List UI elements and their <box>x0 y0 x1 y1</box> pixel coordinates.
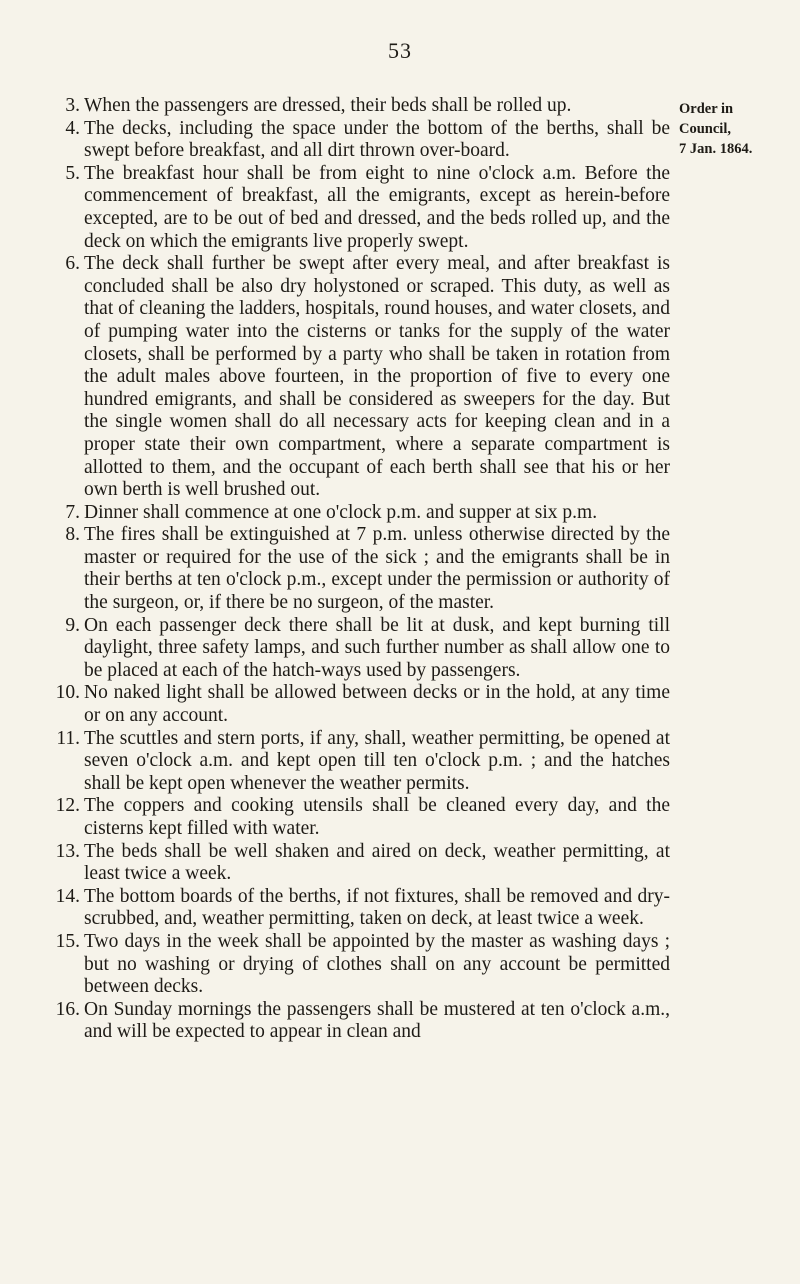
rule-number: 16. <box>55 998 80 1020</box>
rule-text: On each passenger deck there shall be lit at dusk, and kept burning till daylight, three safety lamps, and such further number as shall allow one to be placed at each of the hatch-ways used by passengers. <box>84 614 670 681</box>
rule-15 <box>56 931 670 999</box>
rule-4 <box>56 118 670 163</box>
rule-text: Two days in the week shall be appointed by the master as washing days ; but no washing or drying of clothes shall on any account be permitted between decks. <box>84 930 670 998</box>
rule-number: 15. <box>55 930 80 952</box>
rule-text: The coppers and cooking utensils shall be cleaned every day, and the cisterns kept filled with water. <box>84 795 670 839</box>
rule-number: 11. <box>56 727 80 749</box>
rule-number: 7. <box>65 501 80 523</box>
rule-7 <box>56 502 670 525</box>
rules-list <box>56 95 670 1044</box>
rule-11 <box>56 728 670 796</box>
rule-text: The scuttles and stern ports, if any, shall, weather permitting, be opened at seven o'clock a.m. and kept open till ten o'clock p.m. ; and the hatches shall be kept open whenever the weather permits. <box>84 727 670 794</box>
rule-text: No naked light shall be allowed between decks or in the hold, at any time or on any account. <box>84 682 670 727</box>
rule-12 <box>56 795 670 840</box>
rule-number: 3. <box>65 95 80 116</box>
rule-text: When the passengers are dressed, their beds shall be rolled up. <box>84 95 572 116</box>
rule-text: The breakfast hour shall be from eight to nine o'clock a.m. Before the commencement of breakfast, all the emigrants, except as herein-before excepted, are to be out of bed and dressed, and the beds rolled up, and the deck on which the emigrants live properly swept. <box>84 162 670 252</box>
rule-number: 12. <box>55 795 80 817</box>
rule-text: The deck shall further be swept after every meal, and after breakfast is concluded shall be also dry holystoned or scraped. This duty, as well as that of cleaning the ladders, hospitals, round houses, and water closets, and of pumping water into the cisterns or tanks for the supply of the water closets, shall be performed by a party who shall be taken in rotation from the adult males above fourteen, in the proportion of five to every one hundred emigrants, and shall be considered as sweepers for the day. But the single women shall do all necessary acts for keeping clean and in a proper state their own compartment, where a separate compartment is allotted to them, and the occupant of each berth shall see that his or her own berth is well brushed out. <box>84 253 670 501</box>
rule-number: 8. <box>65 524 80 546</box>
rule-number: 13. <box>55 840 80 862</box>
rule-9 <box>56 615 670 683</box>
rule-16 <box>56 999 670 1044</box>
rule-text: Dinner shall commence at one o'clock p.m. and supper at six p.m. <box>84 501 598 523</box>
rule-number: 5. <box>65 162 80 184</box>
rule-10 <box>56 682 670 727</box>
page-number: 53 <box>388 38 412 63</box>
rule-text: The bottom boards of the berths, if not fixtures, shall be removed and dry-scrubbed, and, weather permitting, taken on deck, at least twice a week. <box>84 885 670 930</box>
rule-text: The beds shall be well shaken and aired on deck, weather permitting, at least twice a week. <box>84 840 670 885</box>
rule-number: 14. <box>55 885 80 907</box>
margin-note-line: Order in <box>679 101 734 117</box>
rule-6 <box>56 253 670 502</box>
margin-note-line: Council, <box>679 121 731 137</box>
rule-3 <box>56 95 670 118</box>
margin-note-line: 7 Jan. 1864. <box>679 141 753 157</box>
rule-text: The fires shall be extinguished at 7 p.m. unless otherwise directed by the master or required for the use of the sick ; and the emigrants shall be in their berths at ten o'clock p.m., except under the permission or authority of the surgeon, or, if there be no surgeon, of the master. <box>84 524 670 614</box>
rule-8 <box>56 524 670 614</box>
rule-number: 4. <box>65 117 80 139</box>
rule-number: 9. <box>65 614 80 636</box>
rule-13 <box>56 841 670 886</box>
rule-number: 6. <box>65 253 80 275</box>
rule-5 <box>56 163 670 253</box>
rule-number: 10. <box>55 682 80 704</box>
rule-text: The decks, including the space under the bottom of the berths, shall be swept before breakfast, and all dirt thrown over-board. <box>84 117 670 162</box>
rule-text: On Sunday mornings the passengers shall be mustered at ten o'clock a.m., and will be expected to appear in clean and <box>84 998 670 1043</box>
rule-14 <box>56 886 670 931</box>
margin-note <box>679 99 797 159</box>
